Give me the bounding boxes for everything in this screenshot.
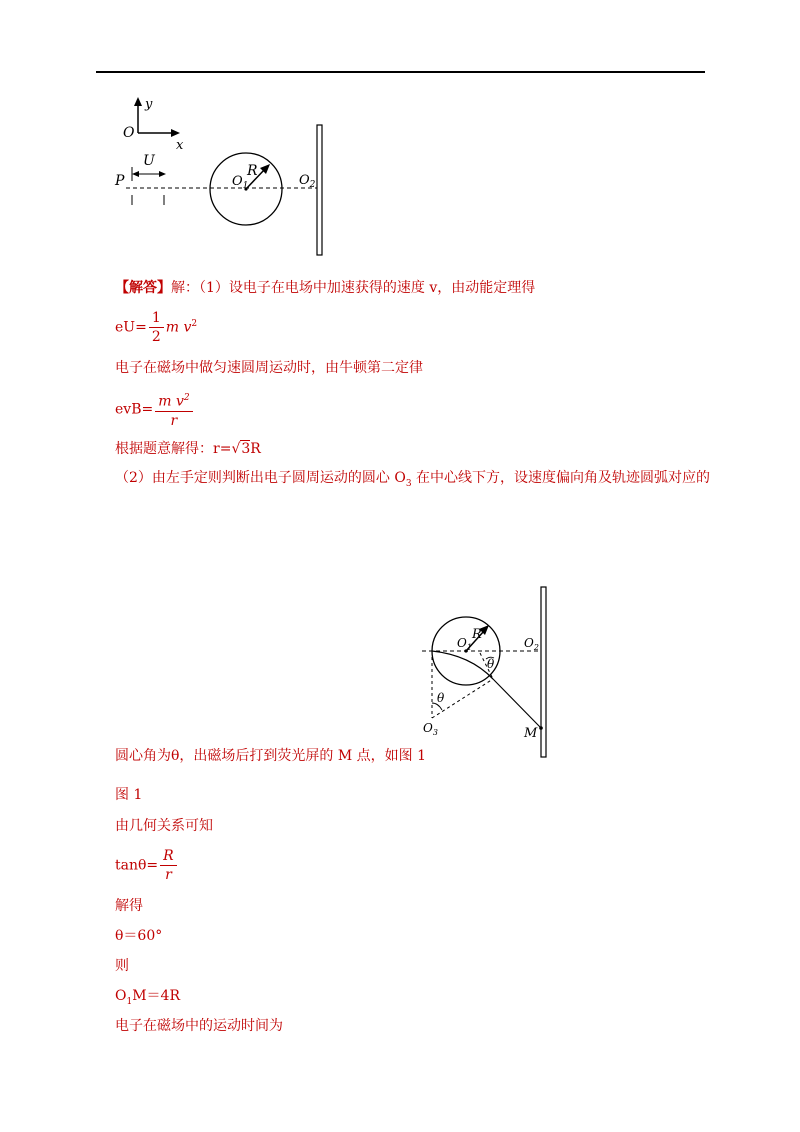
eq3-numerator: R bbox=[160, 847, 177, 866]
solution-intro: 解：（1）设电子在电场中加速获得的速度 v，由动能定理得 bbox=[171, 280, 536, 296]
eq2-fraction bbox=[155, 389, 192, 430]
fluorescent-screen-2 bbox=[541, 587, 546, 757]
fluorescent-screen bbox=[317, 125, 322, 255]
origin-label: O bbox=[123, 125, 135, 141]
theta-label-exit: θ bbox=[487, 657, 495, 671]
eq3-denominator: r bbox=[165, 867, 172, 883]
solution-line-5: 圆心角为θ，出磁场后打到荧光屏的 M 点，如图 1 bbox=[115, 748, 427, 764]
line4-rest: 在中心线下方，设速度偏向角及轨迹圆弧对应的 bbox=[411, 470, 711, 486]
figure-1-diagram bbox=[110, 95, 335, 265]
eq1-fraction bbox=[149, 309, 164, 346]
eq2-numerator: m $v^2$ bbox=[155, 389, 192, 412]
o2-label: $O_2$ bbox=[299, 173, 316, 190]
line3-prefix: 根据题意解得：r= bbox=[115, 441, 232, 457]
o2-label-2: $O_2$ bbox=[524, 636, 539, 652]
figure-2-diagram bbox=[420, 585, 560, 760]
line10-b: M＝4R bbox=[132, 988, 181, 1004]
eq1-denominator: 2 bbox=[151, 329, 161, 345]
p-label: P bbox=[115, 173, 125, 189]
equation-2 bbox=[115, 389, 195, 430]
line10-sub: 1 bbox=[126, 996, 133, 1007]
line4-sub: 3 bbox=[405, 478, 412, 489]
eq1-numerator: 1 bbox=[149, 309, 164, 328]
theta-label-o3: θ bbox=[437, 691, 445, 705]
line10-a: O bbox=[115, 988, 127, 1004]
exit-path bbox=[493, 679, 541, 728]
line4-text: （2）由左手定则判断出电子圆周运动的圆心 O bbox=[115, 470, 406, 486]
solution-line-8: θ＝60° bbox=[115, 928, 163, 944]
m-point bbox=[539, 726, 543, 730]
y-axis-arrow bbox=[134, 97, 142, 106]
solution-tag: 【解答】 bbox=[115, 280, 171, 296]
eq1-rhs: m v bbox=[165, 319, 192, 336]
eq3-lhs: tanθ= bbox=[115, 857, 159, 874]
x-axis-arrow bbox=[171, 129, 180, 137]
solution-line-6: 由几何关系可知 bbox=[115, 818, 213, 834]
equation-3 bbox=[115, 847, 179, 884]
radius-label-2: R bbox=[472, 627, 482, 642]
solution-line-4 bbox=[115, 469, 710, 493]
solution-line-2: 电子在磁场中做匀速圆周运动时，由牛顿第二定律 bbox=[115, 360, 423, 376]
eq3-fraction bbox=[160, 847, 177, 884]
eq2-denominator: r bbox=[170, 412, 178, 429]
eq2-lhs: evB= bbox=[115, 401, 154, 418]
m-label: M bbox=[524, 726, 538, 741]
line3-suffix: R bbox=[250, 441, 261, 457]
eq1-lhs: eU= bbox=[115, 319, 147, 336]
solution-line-3: 根据题意解得：r=√3R bbox=[115, 441, 261, 457]
solution-line-10 bbox=[115, 987, 180, 1011]
o1-label-2: $O_1$ bbox=[457, 636, 472, 652]
solution-line-7: 解得 bbox=[115, 898, 143, 914]
u-arrow-right bbox=[159, 171, 166, 177]
x-axis-label: x bbox=[176, 138, 184, 153]
solution-line-9: 则 bbox=[115, 958, 129, 974]
solution-intro-line bbox=[115, 279, 535, 297]
o3-label: $O_3$ bbox=[423, 721, 438, 737]
figure-caption: 图 1 bbox=[115, 787, 143, 803]
u-arrow-left bbox=[132, 171, 139, 177]
u-label: U bbox=[143, 153, 155, 169]
header-rule bbox=[96, 71, 705, 73]
radius-label: R bbox=[247, 163, 258, 179]
eq1-exponent: 2 bbox=[191, 318, 198, 329]
line3-radicand: 3 bbox=[241, 441, 251, 457]
solution-line-11: 电子在磁场中的运动时间为 bbox=[115, 1018, 283, 1034]
y-axis-label: y bbox=[145, 97, 153, 112]
equation-1 bbox=[115, 309, 197, 346]
o1-label: $O_1$ bbox=[232, 174, 249, 191]
